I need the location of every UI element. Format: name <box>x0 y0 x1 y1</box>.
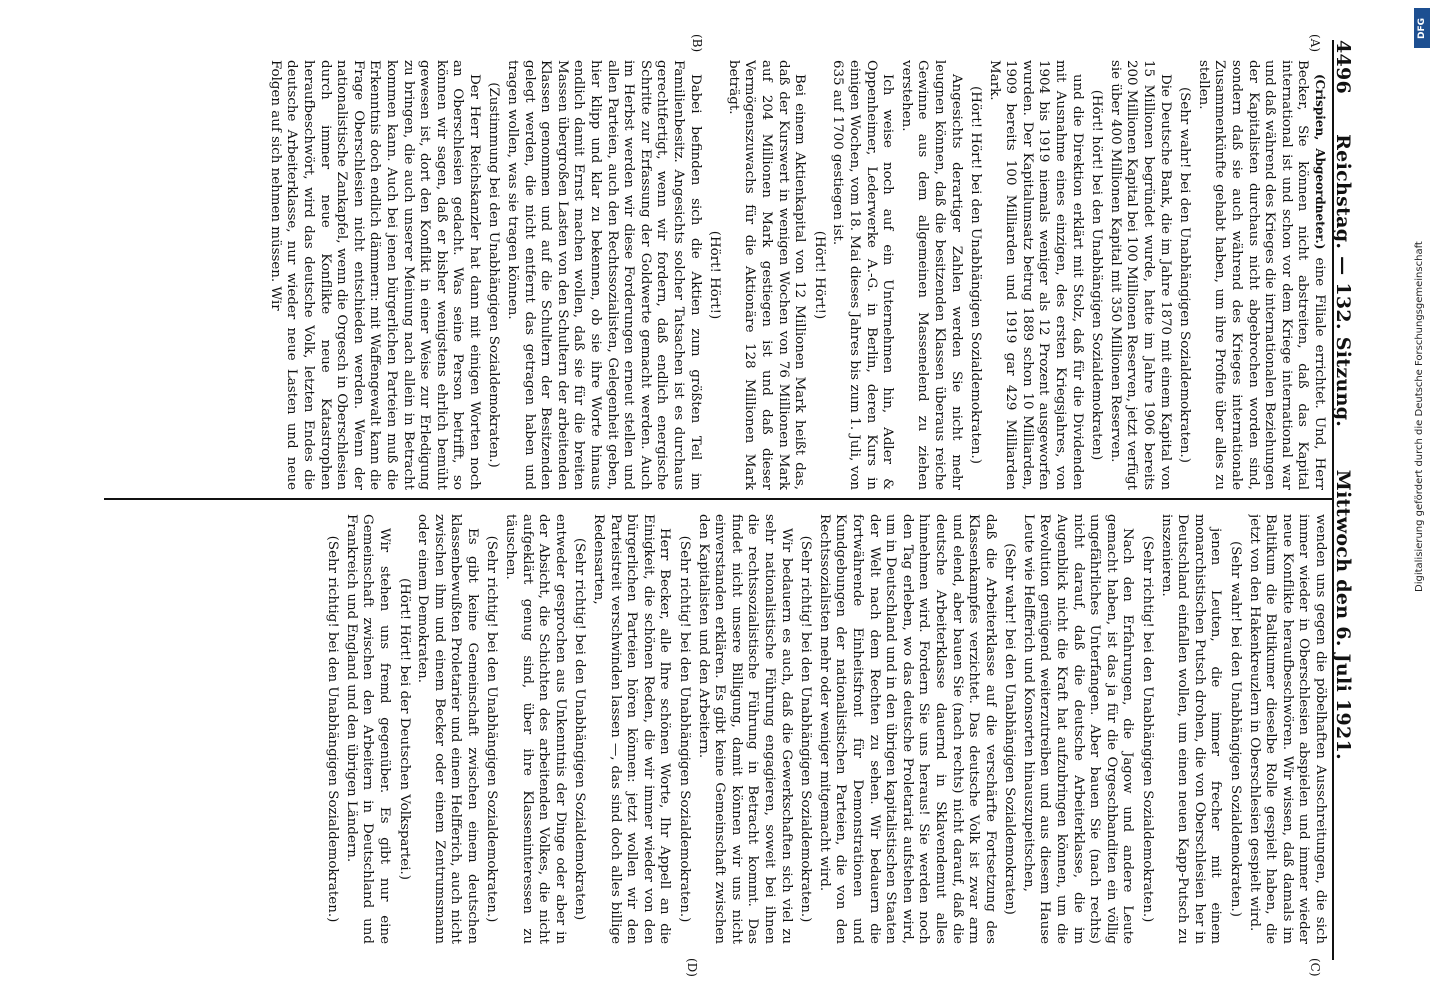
paragraph-text: Ich weise noch auf ein Unternehmen hin, Adler & Oppenheimer, Lederwerke A.-G. in Berlin, deren Kurs in einigen Wochen, vom 18. Mai dieses Jahres bis zum 1. Juli, von 635 auf 1700 gestiegen ist. <box>830 60 896 490</box>
interjection <box>395 514 412 944</box>
interjection <box>675 514 692 944</box>
paragraph-text: daß die Arbeiterklasse auf die verschärfte Fortsetzung des Klassenkampfes verzichtet. Das deutsche Volk ist zwar arm und elend, aber bauen Sie (nach rechts) nicht darauf, daß die deutsche Arbeiterklasse dauernd in Sklavendemut alles hinnehmen wird. Fordern Sie uns heraus! Sie werden noch den Tag erleben, wo das deutsche Proletariat aufstehen wird, um in Deutschland und in den übrigen kapitalistischen Staaten der Welt nach dem Rechten zu sehen. Wir bedauern die fortwährende Einheitsfront für Demonstrationen und Kundgebungen der nationalistischen Parteien, die von den Rechtssozialisten mehr oder weniger mitgemacht wird. <box>816 514 998 944</box>
paragraph <box>829 60 895 490</box>
paragraph-text: (Sehr richtig! bei den Unabhängigen Sozialdemokraten.) <box>325 535 341 923</box>
interjection <box>1001 514 1018 944</box>
paragraph <box>724 60 807 490</box>
paragraph-text: (Sehr richtig! bei den Unabhängigen Sozialdemokraten.) <box>677 535 693 923</box>
right-column <box>103 514 1328 944</box>
paragraph <box>897 60 963 490</box>
dfg-logo <box>1414 8 1430 48</box>
interjection <box>485 60 502 490</box>
paragraph-text: (Sehr richtig! bei den Unabhängigen Sozialdemokraten.) <box>1140 535 1156 923</box>
paragraph <box>1194 60 1328 490</box>
margin-marker-b: (B) <box>690 34 704 53</box>
paragraph-text: und die Direktion erklärt mit Stolz, daß für die Dividenden mit Ausnahme eines einzigen, des ersten Kriegsjahres, von 1904 bis 1919 niemals weniger als 12 Prozent ausgeworfen wurden. Der Kapitalumsatz betrug 1889 schon 10 Milliarden, 1909 bereits 100 Milliarden und 1919 gar 429 Milliarden Mark. <box>986 60 1085 490</box>
column-divider <box>104 498 1334 500</box>
margin-marker-c: (C) <box>1308 958 1322 977</box>
paragraph <box>985 60 1085 490</box>
watermark <box>1410 0 1434 1000</box>
paragraph-text: entweder gesprochen aus Unkenntnis der Dinge oder aber in der Absicht, die Schichten des arbeitenden Volkes, die nicht aufgeklärt genug sind, über ihre Klasseninteressen zu täuschen. <box>503 514 568 944</box>
header-left-title: Reichstag. — 132. Sitzung. <box>1332 134 1354 428</box>
page-header <box>1332 40 1372 960</box>
paragraph-text: (Sehr wahr! bei den Unabhängigen Sozialdemokraten.) <box>1228 540 1244 918</box>
paragraph-text: Bei einem Aktienkapital von 12 Millionen Mark heißt das, daß der Kurswert in wenigen Wochen von 76 Millionen Mark auf 204 Millionen Mark gestiegen ist und daß dieser Vermögenszuwachs für die Aktionäre 128 Millionen Mark beträgt. <box>725 60 808 490</box>
paragraph-text: wenden uns gegen die pöbelhaften Ausschreitungen, die sich immer wieder in Oberschlesien abspielen und immer wieder neue Konflikte heraufbeschwören. Wir wissen, daß damals im Baltikum die Baltikumer dieselbe Rolle gespielt haben, die jetzt von den Hakenkreuzlern in Oberschlesien gespielt wird. <box>1246 514 1328 944</box>
paragraph <box>1245 514 1328 944</box>
watermark-text: Digitalisierung gefördert durch die Deutsche Forschungsgemeinschaft <box>1414 241 1425 592</box>
paragraph-text: (Hört! hört! bei den Unabhängigen Sozialdemokraten) <box>1089 89 1105 461</box>
interjection <box>810 60 827 490</box>
paragraph-text: (Hört! Hört!) <box>811 230 827 320</box>
paragraph <box>342 514 392 944</box>
paragraph <box>1019 514 1135 944</box>
interjection <box>1176 60 1193 490</box>
interjection <box>571 514 588 944</box>
paragraph-text: Es gibt keine Gemeinschaft zwischen einem deutschen klassenbewußten Proletarier und einem Helfferich, auch nicht zwischen ihm und einem Becker oder einem Zentrumsmann oder einem Demokraten. <box>415 514 480 944</box>
interjection <box>1226 514 1243 944</box>
document-page <box>34 0 1434 1000</box>
paragraph-text: (Sehr richtig! bei den Unabhängigen Sozialdemokraten.) <box>798 535 814 923</box>
paragraph-text: Die Deutsche Bank, die im Jahre 1870 mit einem Kapital von 15 Millionen begründet wurde, hatte im Jahre 1906 bereits 200 Millionen Kapital bei 100 Millionen Reserven, jetzt verfügt sie über 400 Millionen Kapital mit 350 Millionen Reserven. <box>1107 60 1173 490</box>
header-rule <box>1332 40 1334 960</box>
interjection <box>483 514 500 944</box>
paragraph-text: (Hört! Hört! bei der Deutschen Volkspartei.) <box>396 578 412 880</box>
paragraph-text: Wir stehen uns fremd gegenüber. Es gibt nur eine Gemeinschaft zwischen den Arbeitern in Deutschland und Frankreich und England und den übrigen Ländern. <box>343 514 392 944</box>
paragraph-text: Dabei befinden sich die Aktien zum größten Teil im Familienbesitz. Angesichts solcher Tatsachen ist es durchaus gerechtfertigt, wenn wir fordern, daß endlich energische Schritte zur Erfassung der Goldwerte gemacht werden. Auch im Herbst werden wir diese Forderungen erneut stellen und allen Parteien, auch den Rechtssozialisten, Gelegenheit geben, hier klipp und klar zu bekennen, ob sie ihre Worte hinaus endlich damit Ernst machen wollen, daß sie für die breiten Massen übergroßen Lasten von den Schultern der arbeitenden Klassen genommen und auf die Schultern der Besitzenden gelegt werden, die nicht entfernt das getragen haben und tragen wollen, was sie tragen können. <box>505 60 703 490</box>
left-column <box>103 60 1328 490</box>
paragraph-text: Der Herr Reichskanzler hat dann mit einigen Worten noch an Oberschlesien gedacht. Was seine Person betrifft, so können wir sagen, daß er bisher wenigstens ehrlich bemüht gewesen ist, dort den Konflikt in einer Weise zur Erledigung zu bringen, die auch unserer Meinung nach allein in Betracht kommen kann. Auch bei jenen bürgerlichen Parteien muß die Erkenntnis doch endlich dämmern: mit Waffengewalt kann die Frage Oberschlesien nicht entschieden werden. Wenn der nationalistische Zankapfel, wenn die Orgesch in Oberschlesien durch immer neue Konflikte neue Katastrophen heraufbeschwört, wird das deutsche Volk, letzten Endes die deutsche Arbeiterklasse, nur wieder neue Lasten und neue Folgen auf sich nehmen müssen. Wir <box>267 60 482 490</box>
paragraph-text: Angesichts derartiger Zahlen werden Sie nicht mehr leugnen können, daß die besitzenden Klassen überaus reiche Gewinne aus dem allgemeinen Massenelend zu ziehen verstehen. <box>898 60 964 490</box>
interjection <box>324 514 341 944</box>
margin-marker-a: (A) <box>1308 34 1322 53</box>
speaker-label: (Crispien, Abgeordneter.) <box>1313 74 1327 250</box>
interjection <box>706 60 723 490</box>
paragraph-text: (Sehr wahr! bei den Unabhängigen Sozialdemokraten.) <box>1177 86 1193 464</box>
dfg-logo-text: DFG <box>1417 17 1427 39</box>
paragraph-text: (Sehr richtig! bei den Unabhängigen Sozialdemokraten.) <box>484 535 500 923</box>
paragraph-text: Wir bedauern es auch, daß die Gewerkschaften sich viel zu sehr nationalistische Führung engagieren, soweit bei ihnen die rechtssozialistische Führung in Betracht kommt. Das findet nicht unsere Billigung, damit können wir uns nicht einverstanden erklären. Es gibt keine Gemeinschaft zwischen den Kapitalisten und den Arbeitern. <box>695 514 794 944</box>
paragraph-text: jenen Leuten, die immer frecher mit einem monarchistischen Putsch drohen, die von Oberschlesien her in Deutschland einfallen wollen, um einen neuen Kapp-Putsch zu inszenieren. <box>1158 514 1224 944</box>
interjection <box>1138 514 1155 944</box>
margin-marker-d: (D) <box>685 958 699 977</box>
header-right-title: Mittwoch den 6. Juli 1921. <box>1332 469 1354 760</box>
paragraph <box>414 514 480 944</box>
paragraph <box>504 60 703 490</box>
paragraph <box>266 60 482 490</box>
paragraph-text: (Hört! Hört!) <box>707 230 723 320</box>
interjection <box>967 60 984 490</box>
interjection <box>797 514 814 944</box>
paragraph-text: (Sehr richtig! bei den Unabhängigen Sozialdemokraten) <box>572 537 588 921</box>
paragraph-text: (Zustimmung bei den Unabhängigen Sozialdemokraten.) <box>486 82 502 468</box>
paragraph-text: (Hört! Hört! bei den Unabhängigen Sozialdemokraten.) <box>968 86 984 464</box>
paragraph <box>815 514 998 944</box>
paragraph-text: Herr Becker, alle Ihre schönen Worte, Ihr Appell an die Einigkeit, die schönen Reden, die wir immer wieder von den bürgerlichen Parteien hören können: jetzt wollen wir den Parteistreit verschwinden lassen —, das sind doch alles billige Redensarten, <box>591 514 673 944</box>
paragraph <box>1157 514 1223 944</box>
paragraph <box>694 514 794 944</box>
paragraph-text: eine Filiale errichtet. Und, Herr Becker, Sie können nicht abstreiten, daß das Kapital international ist und schon vor dem Kriege international war und daß während des Krieges die internationalen Beziehungen der Kapitalisten durchaus nicht abgebrochen worden sind, sondern daß sie auch während des Krieges internationale Zusammenkünfte gehabt haben, um ihre Profite über alles zu stellen. <box>1195 60 1327 490</box>
page-number: 4496 <box>1332 40 1354 95</box>
paragraph <box>1106 60 1172 490</box>
paragraph <box>589 514 672 944</box>
interjection <box>1088 60 1105 490</box>
paragraph <box>502 514 568 944</box>
paragraph-text: Nach den Erfahrungen, die Jagow und andere Leute gemacht haben, ist das ja für die Orgeschbanditen ein völlig ungefährliches Unterfangen. Aber bauen Sie (nach rechts) nicht darauf, daß die deutsche Arbeiterklasse, die im Augenblick nicht die Kraft hat aufzubringen können, um die Revolution genügend weiterzutreiben und aus diesem Hause Leute wie Helfferich und Konsorten hinauszupeitschen, <box>1020 514 1136 944</box>
paragraph-text: (Sehr wahr! bei den Unabhängigen Sozialdemokraten) <box>1002 543 1018 915</box>
